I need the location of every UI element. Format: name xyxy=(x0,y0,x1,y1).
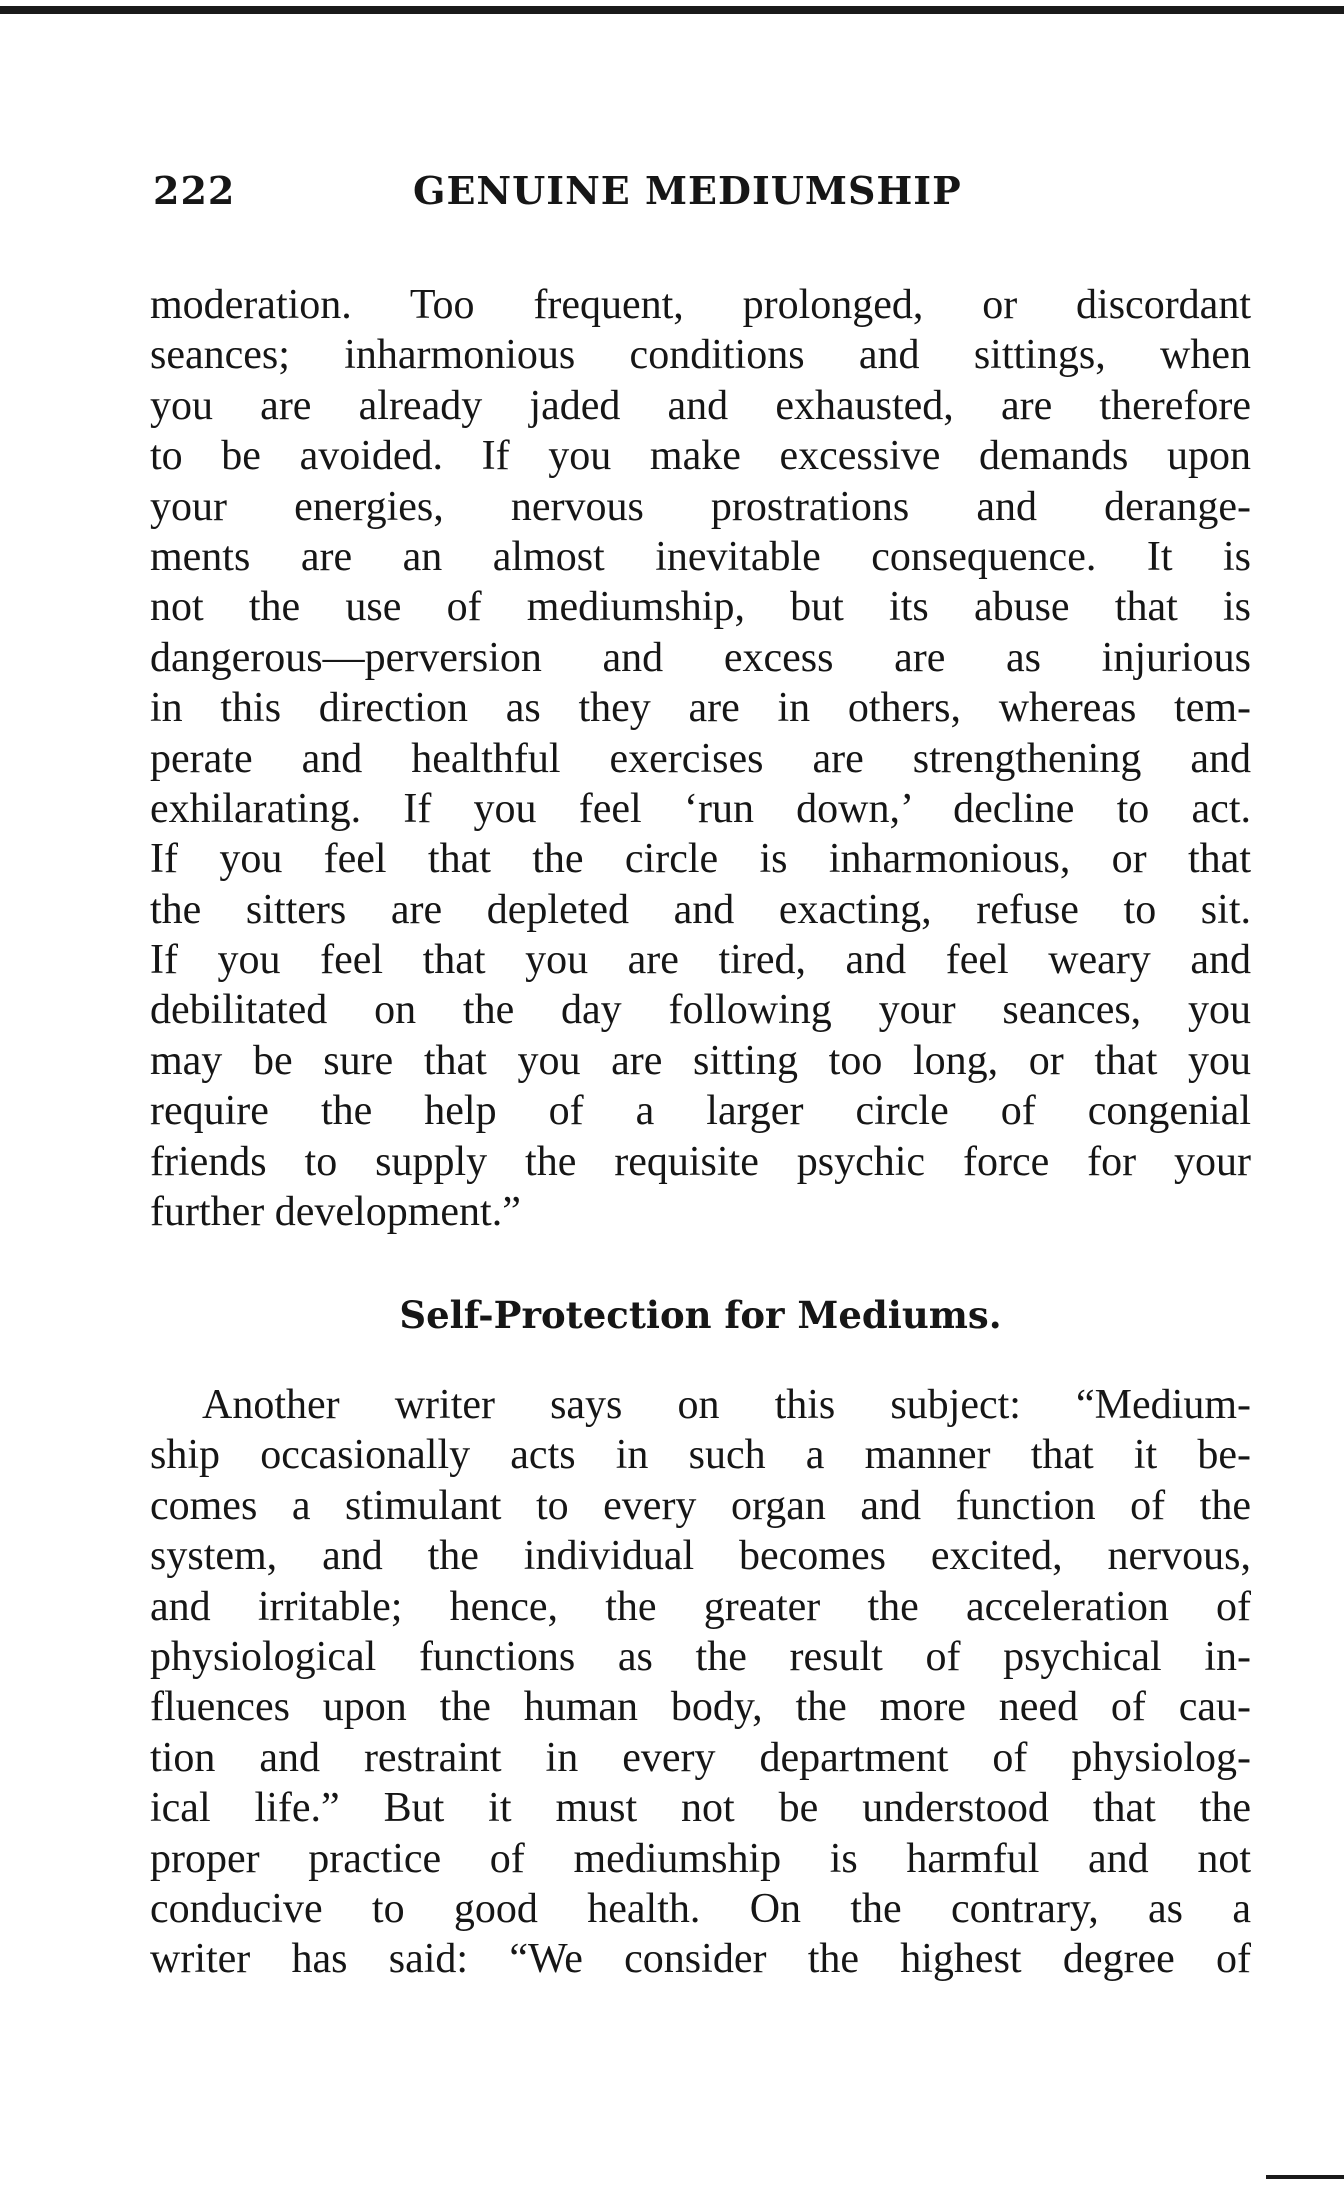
text-line: ship occasionally acts in such a manner that it be- xyxy=(150,1432,1251,1479)
bottom-rule xyxy=(1266,2175,1344,2179)
text-line: system, and the individual becomes excited, nervous, xyxy=(150,1533,1251,1580)
text-line: friends to supply the requisite psychic force for your xyxy=(150,1138,1251,1185)
text-line: the sitters are depleted and exacting, refuse to sit. xyxy=(150,886,1251,933)
section-heading: Self-Protection for Mediums. xyxy=(399,1293,1002,1337)
text-line: require the help of a larger circle of congenial xyxy=(150,1088,1251,1135)
text-line: tion and restraint in every department of physiolog- xyxy=(150,1734,1251,1781)
paragraph-2 xyxy=(150,1380,1251,1985)
text-line: to be avoided. If you make excessive demands upon xyxy=(150,433,1251,480)
text-line: you are already jaded and exhausted, are therefore xyxy=(150,382,1251,429)
text-line: exhilarating. If you feel ‘run down,’ decline to act. xyxy=(150,785,1251,832)
text-line: in this direction as they are in others, whereas tem- xyxy=(150,685,1251,732)
text-line: conducive to good health. On the contrary, as a xyxy=(150,1885,1251,1932)
text-line: and irritable; hence, the greater the acceleration of xyxy=(150,1583,1251,1630)
text-line: further development.” xyxy=(150,1189,521,1236)
text-line: debilitated on the day following your seances, you xyxy=(150,987,1251,1034)
text-line: If you feel that the circle is inharmonious, or that xyxy=(150,836,1251,883)
text-line: moderation. Too frequent, prolonged, or discordant xyxy=(150,282,1251,328)
text-line: If you feel that you are tired, and feel weary and xyxy=(150,937,1251,984)
text-line: perate and healthful exercises are strengthening and xyxy=(150,735,1251,782)
text-line: your energies, nervous prostrations and derange- xyxy=(150,483,1251,530)
text-line: Another writer says on this subject: “Medium- xyxy=(202,1382,1251,1428)
text-line: dangerous—perversion and excess are as injurious xyxy=(150,634,1251,681)
text-line: may be sure that you are sitting too long, or that you xyxy=(150,1037,1251,1084)
text-line: comes a stimulant to every organ and function of the xyxy=(150,1482,1251,1529)
text-line: seances; inharmonious conditions and sittings, when xyxy=(150,332,1251,379)
top-rule xyxy=(0,6,1344,14)
paragraph-1 xyxy=(150,280,1251,1237)
text-line: ical life.” But it must not be understood that the xyxy=(150,1785,1251,1832)
running-title: GENUINE MEDIUMSHIP xyxy=(413,168,962,213)
text-line: physiological functions as the result of psychical in- xyxy=(150,1633,1251,1680)
text-line: proper practice of mediumship is harmful and not xyxy=(150,1835,1251,1882)
text-line: writer has said: “We consider the highest degree of xyxy=(150,1936,1251,1983)
running-head xyxy=(153,168,1253,228)
text-line: ments are an almost inevitable consequence. It is xyxy=(150,533,1251,580)
text-line: not the use of mediumship, but its abuse that is xyxy=(150,584,1251,631)
page-number: 222 xyxy=(153,168,236,213)
text-line: fluences upon the human body, the more need of cau- xyxy=(150,1684,1251,1731)
